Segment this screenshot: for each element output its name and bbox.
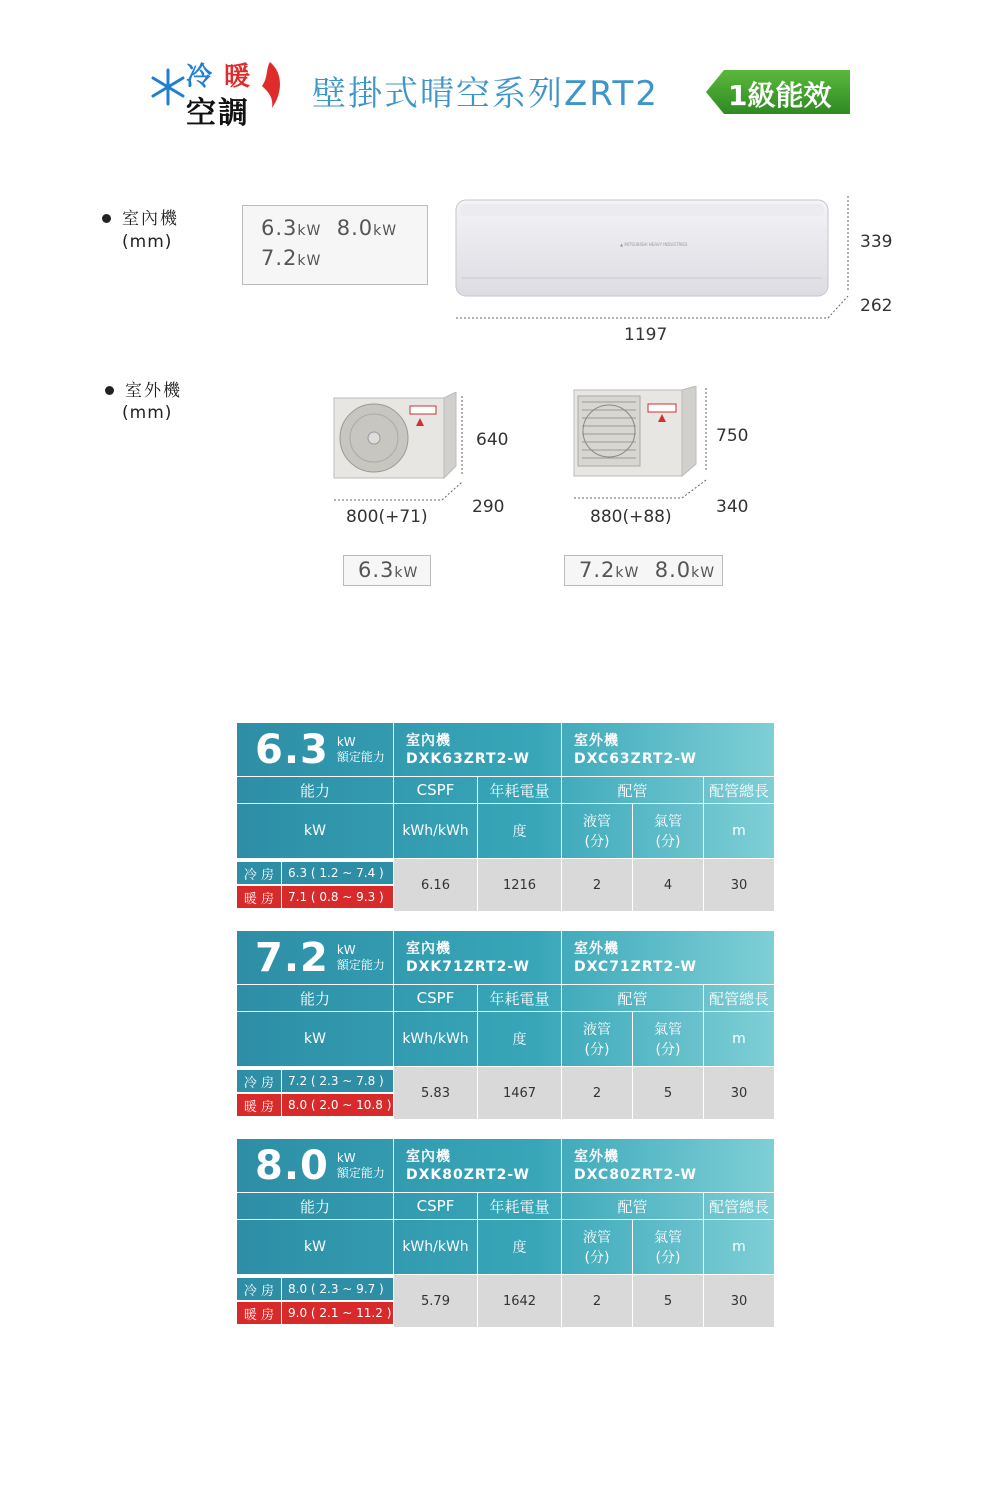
indoor-model-cell: 室內機 DXK80ZRT2-W	[394, 1139, 562, 1193]
col-piping: 配管	[562, 985, 704, 1012]
capacity-header-cell	[237, 1139, 394, 1193]
heating-row: 暖 房 7.1 ( 0.8 ~ 9.3 )	[237, 886, 393, 908]
indoor-model-cell: 室內機 DXK71ZRT2-W	[394, 931, 562, 985]
unit-liquid: 液管 (分)	[562, 804, 633, 859]
heating-row: 暖 房 9.0 ( 2.1 ~ 11.2 )	[237, 1302, 393, 1324]
outdoor-large-height: 750	[716, 426, 749, 446]
indoor-model-cell: 室內機 DXK63ZRT2-W	[394, 723, 562, 777]
col-total-length: 配管總長	[704, 985, 775, 1012]
outdoor-small-height: 640	[476, 430, 509, 450]
col-capacity: 能力	[237, 777, 394, 804]
outdoor-unit-large-illustration	[570, 386, 720, 516]
indoor-model: DXK63ZRT2-W	[406, 750, 530, 767]
cooling-value: 8.0 ( 2.3 ~ 9.7 )	[288, 1282, 384, 1296]
indoor-cap-1: 6.3	[261, 216, 298, 240]
logo-warm-text: 暖	[224, 62, 252, 92]
cooling-row: 冷 房 7.2 ( 2.3 ~ 7.8 )	[237, 1070, 393, 1092]
outdoor-model-cell: 室外機 DXC63ZRT2-W	[562, 723, 775, 777]
capacity-header-cell	[237, 931, 394, 985]
capacity-header-cell	[237, 723, 394, 777]
col-piping: 配管	[562, 777, 704, 804]
cooling-value: 7.2 ( 2.3 ~ 7.8 )	[288, 1074, 384, 1088]
col-piping: 配管	[562, 1193, 704, 1220]
mode-cell	[237, 1275, 394, 1328]
unit-cspf: kWh/kWh	[394, 804, 478, 859]
indoor-bullet	[102, 214, 111, 223]
cooling-row: 冷 房 8.0 ( 2.3 ~ 9.7 )	[237, 1278, 393, 1300]
annual-value: 1642	[478, 1275, 562, 1328]
unit-cspf: kWh/kWh	[394, 1220, 478, 1275]
length-value: 30	[704, 1275, 775, 1328]
liquid-value: 2	[562, 1067, 633, 1120]
unit-m: m	[704, 1220, 775, 1275]
outdoor-unit-small-illustration	[330, 392, 470, 522]
logo-ac-text: 空調	[186, 96, 250, 131]
svg-text:▲ MITSUBISHI HEAVY INDUSTRIES: ▲ MITSUBISHI HEAVY INDUSTRIES	[620, 242, 688, 247]
spec-table	[236, 930, 775, 1120]
outdoor-small-capacity-box: 6.3kW	[343, 555, 431, 586]
unit-kw: kW	[237, 1220, 394, 1275]
heating-value: 7.1 ( 0.8 ~ 9.3 )	[288, 890, 384, 904]
outdoor-large-width: 880(+88)	[590, 507, 672, 527]
liquid-value: 2	[562, 859, 633, 912]
col-total-length: 配管總長	[704, 1193, 775, 1220]
rated-label: 額定能力	[336, 749, 385, 764]
indoor-cap-2: 8.0	[336, 216, 374, 240]
indoor-unit-label: (mm)	[122, 232, 173, 252]
indoor-capacity-box: 6.3kW 8.0kW 7.2kW	[242, 205, 428, 285]
col-annual: 年耗電量	[478, 985, 562, 1012]
cspf-value: 5.79	[394, 1275, 478, 1328]
gas-value: 4	[633, 859, 704, 912]
unit-annual: 度	[478, 804, 562, 859]
unit-m: m	[704, 1012, 775, 1067]
unit-m: m	[704, 804, 775, 859]
gas-value: 5	[633, 1067, 704, 1120]
col-cspf: CSPF	[394, 985, 478, 1012]
indoor-unit-illustration	[450, 192, 860, 322]
annual-value: 1216	[478, 859, 562, 912]
indoor-model: DXK80ZRT2-W	[406, 1166, 530, 1183]
unit-cspf: kWh/kWh	[394, 1012, 478, 1067]
kw-label: kW	[336, 734, 356, 749]
unit-annual: 度	[478, 1012, 562, 1067]
outdoor-model-cell: 室外機 DXC71ZRT2-W	[562, 931, 775, 985]
unit-gas: 氣管 (分)	[633, 1012, 704, 1067]
outdoor-model: DXC71ZRT2-W	[574, 958, 697, 975]
indoor-model: DXK71ZRT2-W	[406, 958, 530, 975]
outdoor-model-cell: 室外機 DXC80ZRT2-W	[562, 1139, 775, 1193]
cspf-value: 6.16	[394, 859, 478, 912]
col-annual: 年耗電量	[478, 1193, 562, 1220]
logo-cold-text: 冷	[186, 62, 214, 92]
indoor-depth: 262	[860, 296, 893, 316]
unit-liquid: 液管 (分)	[562, 1220, 633, 1275]
heating-value: 8.0 ( 2.0 ~ 10.8 )	[288, 1098, 392, 1112]
heating-row: 暖 房 8.0 ( 2.0 ~ 10.8 )	[237, 1094, 393, 1116]
spec-table	[236, 1138, 775, 1328]
outdoor-small-depth: 290	[472, 497, 505, 517]
page-title: 壁掛式晴空系列ZRT2	[312, 74, 659, 114]
energy-badge-label: 1級能效	[728, 79, 832, 112]
outdoor-model: DXC80ZRT2-W	[574, 1166, 697, 1183]
kw-label: kW	[336, 1150, 356, 1165]
rated-label: 額定能力	[336, 1165, 385, 1180]
kw-label: kW	[336, 942, 356, 957]
col-capacity: 能力	[237, 1193, 394, 1220]
capacity-value: 7.2	[255, 934, 329, 981]
cspf-value: 5.83	[394, 1067, 478, 1120]
heating-value: 9.0 ( 2.1 ~ 11.2 )	[288, 1306, 392, 1320]
unit-kw: kW	[237, 804, 394, 859]
indoor-height: 339	[860, 232, 893, 252]
liquid-value: 2	[562, 1275, 633, 1328]
unit-gas: 氣管 (分)	[633, 1220, 704, 1275]
cooling-row: 冷 房 6.3 ( 1.2 ~ 7.4 )	[237, 862, 393, 884]
mode-cell	[237, 1067, 394, 1120]
indoor-width: 1197	[624, 325, 668, 345]
spec-table	[236, 722, 775, 912]
length-value: 30	[704, 1067, 775, 1120]
col-annual: 年耗電量	[478, 777, 562, 804]
indoor-label: 室內機	[122, 209, 179, 229]
capacity-value: 6.3	[255, 726, 329, 773]
rated-label: 額定能力	[336, 957, 385, 972]
outdoor-label: 室外機	[125, 381, 182, 401]
outdoor-large-depth: 340	[716, 497, 749, 517]
col-total-length: 配管總長	[704, 777, 775, 804]
indoor-cap-3: 7.2	[261, 246, 298, 270]
gas-value: 5	[633, 1275, 704, 1328]
outdoor-small-width: 800(+71)	[346, 507, 428, 527]
outdoor-large-capacity-box: 7.2kW 8.0kW	[564, 555, 723, 586]
unit-gas: 氣管 (分)	[633, 804, 704, 859]
col-capacity: 能力	[237, 985, 394, 1012]
length-value: 30	[704, 859, 775, 912]
cooling-value: 6.3 ( 1.2 ~ 7.4 )	[288, 866, 384, 880]
outdoor-bullet	[105, 386, 114, 395]
mode-cell	[237, 859, 394, 912]
capacity-value: 8.0	[255, 1142, 329, 1189]
col-cspf: CSPF	[394, 1193, 478, 1220]
outdoor-model: DXC63ZRT2-W	[574, 750, 697, 767]
annual-value: 1467	[478, 1067, 562, 1120]
outdoor-unit-label: (mm)	[122, 403, 173, 423]
unit-annual: 度	[478, 1220, 562, 1275]
unit-liquid: 液管 (分)	[562, 1012, 633, 1067]
unit-kw: kW	[237, 1012, 394, 1067]
col-cspf: CSPF	[394, 777, 478, 804]
